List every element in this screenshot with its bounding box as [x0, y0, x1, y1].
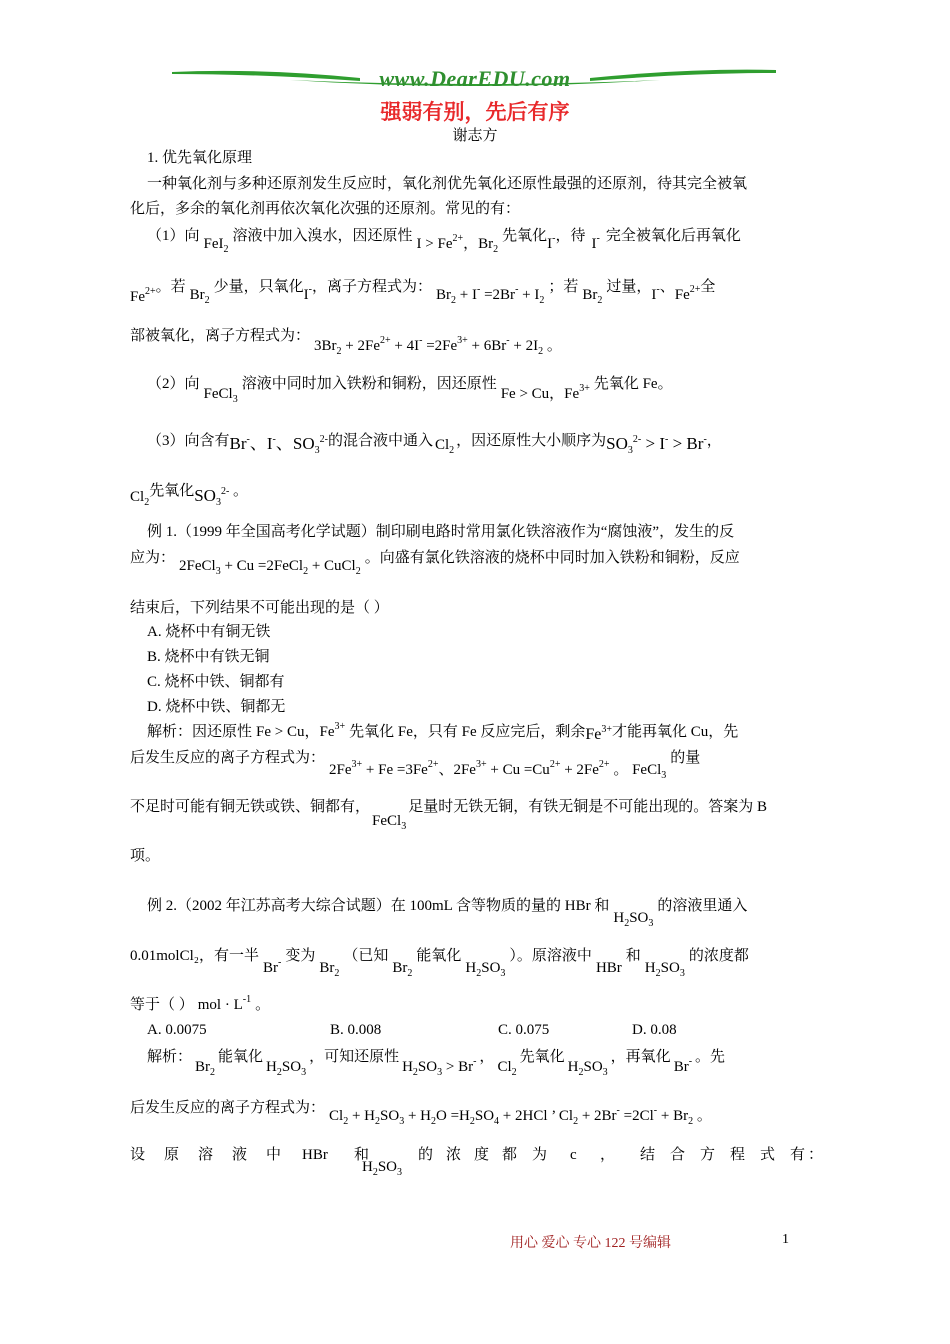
- author: 谢志方: [452, 128, 498, 144]
- footer-text: 用心 爱心 专心 122 号编辑: [510, 1236, 671, 1251]
- paragraph-line: 部被氧化，离子方程式为：$3Br_2 + 2Fe^{2+} + 4I^- =2Fe^{3+} + 6Br^- + 2I_2$ 。: [130, 328, 562, 357]
- analysis-line: 解析：因还原性 Fe > Cu，$Fe^{3+}$ 先氧化 Fe，只有 Fe 反应完后，剩余$Fe^{3+}$才能再氧化 Cu，先: [147, 721, 739, 743]
- example-line: 0.01molCl₂，有一半Br- 变为$Br_2$（已知$Br_2$能氧化$H_2SO_3$）。原溶液中HBr和$H_2SO_3$的浓度都: [130, 948, 749, 979]
- logo-text: www.DearEDU.com: [379, 66, 571, 91]
- intro-line: 一种氧化剂与多种还原剂发生反应时，氧化剂优先氧化还原性最强的还原剂，待其完全被氧: [147, 176, 748, 192]
- paragraph-line: （1）向 FeI$_2$溶液中加入溴水，因还原性 $I > Fe^{2+}$，$Br_2$先氧化I-，待 I- 完全被氧化后再氧化: [147, 228, 741, 255]
- example-line: 例 2.（2002 年江苏高考大综合试题）在 100mL 含等物质的量的 HBr 和$H_2SO_3$的溶液里通入: [147, 898, 748, 929]
- section-heading: 1. 优先氧化原理: [147, 150, 253, 166]
- header-logo: [170, 64, 780, 96]
- analysis-line: 解析：$Br_2$能氧化$H_2SO_3$，可知还原性$H_2SO_3 > Br^-$ ，$Cl_2$先氧化$H_2SO_3$，再氧化Br- 。先: [147, 1049, 726, 1078]
- analysis-line: 后发生反应的离子方程式为： $Cl_2 + H_2SO_3 + H_2O =H_2SO_4 + 2HCl$ ’ $Cl_2 + 2Br^- =2Cl^- + Br_2$ 。: [130, 1100, 712, 1127]
- option-b: B. 烧杯中有铁无铜: [147, 649, 270, 665]
- option-d: D. 烧杯中铁、铜都无: [147, 699, 286, 715]
- option-c: C. 烧杯中铁、铜都有: [147, 674, 285, 690]
- paragraph-line: （3）向含有Br-、I-、$SO_3^{2-}$的混合液中通入 $Cl_2$，因还原性大小顺序为$SO_3^{2-} > I^- > Br^-$，: [147, 433, 722, 456]
- example-line: 结束后，下列结果不可能出现的是（ ）: [130, 600, 389, 616]
- paragraph-line: $Cl_2$先氧化$SO_3^{2-}$ 。: [130, 483, 249, 508]
- option-b: B. 0.008: [330, 1022, 382, 1038]
- paragraph-line: （2）向FeCl$_3$溶液中同时加入铁粉和铜粉，因还原性Fe > Cu，$Fe^{3+}$ 先氧化 Fe。: [147, 376, 673, 405]
- option-a: A. 烧杯中有铜无铁: [147, 624, 271, 640]
- example-line: 应为： 2FeCl$_3$ + Cu =2FeCl$_2$ + CuCl$_2$。向盛有氯化铁溶液的烧杯中同时加入铁粉和铜粉，反应: [130, 550, 740, 577]
- example-line: 例 1.（1999 年全国高考化学试题）制印刷电路时常用氯化铁溶液作为“腐蚀液”，发生的反: [147, 524, 735, 540]
- option-d: D. 0.08: [632, 1022, 677, 1038]
- page-title: 强弱有别，先后有序: [380, 101, 570, 124]
- option-c: C. 0.075: [498, 1022, 550, 1038]
- document-page: www.DearEDU.com 强弱有别，先后有序 谢志方 1. 优先氧化原理 一种氧化剂与多种还原剂发生反应时，氧化剂优先氧化还原性最强的还原剂，待其完全被氧 化后，多余的氧化剂再依次氧化次强的还原剂。常见的有： （1）向 FeI$_2$溶液中加入溴水，因还原性 $I > Fe^{2+}$，$Br_2$先氧化I-，待 I- 完全被氧化后再氧化 $Fe^{2+}$。若 $Br_2$少量，只氧化I-，离子方程式为： $Br_2 + I^- =2Br^- + I_2$；若 $Br_2$过量，I-、$Fe^{2+}$全 部被氧化，离子方程式为：$3Br_2 + 2Fe^{2+} + 4I^- =2Fe^{3+} + 6Br^- + 2I_2$ 。 （2）向FeCl$_3$溶液中同时加入铁粉和铜粉，因还原性Fe > Cu，$Fe^{3+}$ 先氧化 Fe。 （3）向含有Br-、I-、$SO_3^{2-}$的混合液中通入 $Cl_2$，因还原性大小顺序为$SO_3^{2-} > I^- > Br^-$， $Cl_2$先氧化$SO_3^{2-}$ 。 例 1.（1999 年全国高考化学试题）制印刷电路时常用氯化铁溶液作为“腐蚀液”，发生的反 应为： 2FeCl$_3$ + Cu =2FeCl$_2$ + CuCl$_2$。向盛有氯化铁溶液的烧杯中同时加入铁粉和铜粉，反应 结束后，下列结果不可能出现的是（ ） A. 烧杯中有铜无铁 B. 烧杯中有铁无铜 C. 烧杯中铁、铜都有 D. 烧杯中铁、铜都无 解析：因还原性 Fe > Cu，$Fe^{3+}$ 先氧化 Fe，只有 Fe 反应完后，剩余$Fe^{3+}$才能再氧化 Cu，先 后发生反应的离子方程式为：$2Fe^{3+} + Fe =3Fe^{2+}$、$2Fe^{3+} + Cu =Cu^{2+} + 2Fe^{2+}$ 。 FeCl$_3$的量 不足时可能有铜无铁或铁、铜都有，FeCl$_3$足量时无铁无铜，有铁无铜是不可能出现的。答案为 B 项。 例 2.（2002 年江苏高考大综合试题）在 100mL 含等物质的量的 HBr 和$H_2SO_3$的溶液里通入 0.01molCl₂，有一半Br- 变为$Br_2$（已知$Br_2$能氧化$H_2SO_3$）。原溶液中HBr和$H_2SO_3$的浓度都 等于（ ） mol · $L^{-1}$ 。 A. 0.0075 B. 0.008 C. 0.075 D. 0.08 解析：$Br_2$能氧化$H_2SO_3$，可知还原性$H_2SO_3 > Br^-$ ，$Cl_2$先氧化$H_2SO_3$，再氧化Br- 。先 后发生反应的离子方程式为： $Cl_2 + H_2SO_3 + H_2O =H_2SO_4 + 2HCl$ ’ $Cl_2 + 2Br^- =2Cl^- + Br_2$ 。 设 原 溶 液 中 HBr 和 $H_2SO_3$ 的 浓 度 都 为 c ， 结 合 方 程 式 有 ： 用心 爱心 专心 122 号编辑 1: [0, 0, 950, 1344]
- analysis-line: 后发生反应的离子方程式为：$2Fe^{3+} + Fe =3Fe^{2+}$、$2Fe^{3+} + Cu =Cu^{2+} + 2Fe^{2+}$ 。 FeCl$_3$的量: [130, 750, 701, 781]
- analysis-line: 项。: [130, 848, 161, 864]
- option-a: A. 0.0075: [147, 1022, 207, 1038]
- analysis-line: 不足时可能有铜无铁或铁、铜都有，FeCl$_3$足量时无铁无铜，有铁无铜是不可能出现的。答案为 B: [130, 799, 767, 832]
- paragraph-line: $Fe^{2+}$。若 $Br_2$少量，只氧化I-，离子方程式为： $Br_2 + I^- =2Br^- + I_2$；若 $Br_2$过量，I-、$Fe^{2+}$全: [130, 279, 716, 306]
- page-number: 1: [782, 1232, 789, 1247]
- intro-line: 化后，多余的氧化剂再依次氧化次强的还原剂。常见的有：: [130, 201, 521, 217]
- example-line: 等于（ ） mol · $L^{-1}$ 。: [130, 994, 271, 1013]
